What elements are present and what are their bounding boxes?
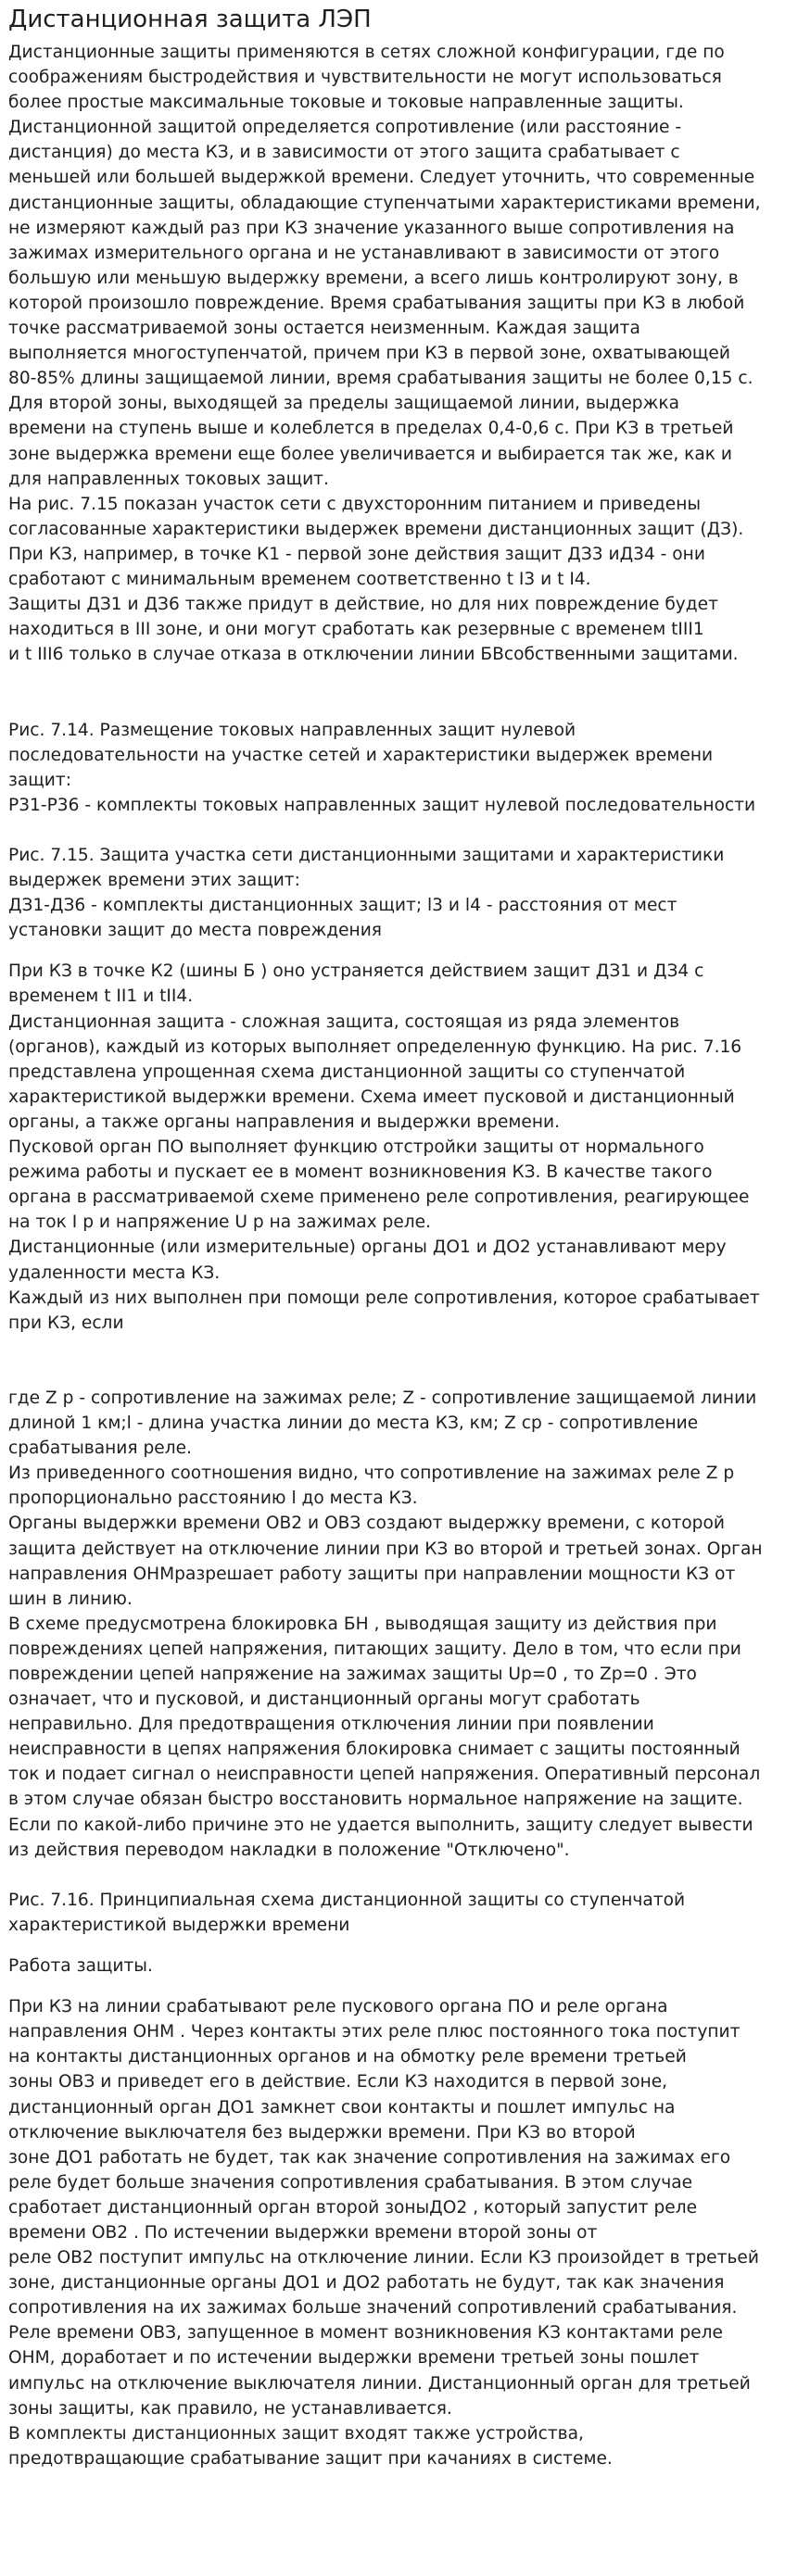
text-line: импульс на отключение выключателя линии. Дистанционный орган для третьей (8, 2373, 751, 2394)
text-line: не измеряют каждый раз при КЗ значение указанного выше сопротивления на (8, 218, 735, 238)
text-line: Защиты ДЗ1 и ДЗ6 также придут в действие, но для них повреждение будет (8, 595, 718, 615)
text-line: и t III6 только в случае отказа в отключении линии БВсобственными защитами. (8, 645, 739, 665)
text-line: зоне ДО1 работать не будет, так как значение сопротивления на зажимах его (8, 2147, 731, 2168)
text-line: органы, а также органы направления и выдержки времени. (8, 1112, 560, 1132)
text-line: В схеме предусмотрена блокировка БН , выводящая защиту из действия при (8, 1614, 717, 1634)
text-line: времени на ступень выше и колеблется в пределах 0,4-0,6 с. При КЗ в третьей (8, 419, 734, 439)
text-line: временем t II1 и tII4. (8, 986, 194, 1007)
text-line: при КЗ, если (8, 1313, 124, 1333)
text-line: В комплекты дистанционных защит входят также устройства, (8, 2423, 584, 2444)
text-line: длиной 1 км;l - длина участка линии до места КЗ, км; Z ср - сопротивление (8, 1414, 699, 1434)
text-line: зоне, дистанционные органы ДО1 и ДО2 работать не будут, так как значения (8, 2273, 725, 2293)
text-line: Органы выдержки времени ОВ2 и ОВЗ создают выдержку времени, с которой (8, 1514, 725, 1534)
text-line: зоны ОВЗ и приведет его в действие. Если КЗ находится в первой зоне, (8, 2072, 668, 2092)
text-line: направления ОНМ . Через контакты этих реле плюс постоянного тока поступит (8, 2022, 741, 2042)
text-line: срабатывания реле. (8, 1439, 192, 1459)
text-line: (органов), каждый из которых выполняет определенную функцию. На рис. 7.16 (8, 1037, 742, 1057)
text-line: неисправности в цепях напряжения блокировка снимает с защиты постоянный (8, 1740, 741, 1760)
text-line: Дистанционные защиты применяются в сетях сложной конфигурации, где по (8, 43, 725, 62)
text-line: находиться в III зоне, и они могут сработать как резервные с временем tIII1 (8, 620, 704, 640)
text-line: Дистанционной защитой определяется сопротивление (или расстояние - (8, 118, 682, 138)
text-line: органа в рассматриваемой схеме применено реле сопротивления, реагирующее (8, 1187, 750, 1208)
text-line: предотвращающие срабатывание защит при качаниях в системе. (8, 2448, 613, 2469)
text-line: повреждении цепей напряжение на зажимах защиты Uр=0 , то Zр=0 . Это (8, 1665, 697, 1684)
text-line: сработают с минимальным временем соответственно t I3 и t I4. (8, 569, 591, 589)
text-line: где Z р - сопротивление на зажимах реле; Z - сопротивление защищаемой линии (8, 1388, 757, 1408)
text-line: повреждениях цепей напряжения, питающих защиту. Дело в том, что если при (8, 1639, 741, 1659)
text-line: точке рассматриваемой зоны остается неизменным. Каждая защита (8, 319, 640, 339)
text-line: более простые максимальные токовые и токовые направленные защиты. (8, 93, 684, 113)
text-line: дистанционный орган ДО1 замкнет свои контакты и пошлет импульс на (8, 2097, 676, 2117)
text-block (8, 40, 777, 943)
blank-line (8, 1863, 777, 1888)
text-line: согласованные характеристики выдержек времени дистанционных защит (ДЗ). (8, 519, 744, 539)
text-block (8, 1954, 777, 1979)
text-line: режима работы и пускает ее в момент возникновения КЗ. В качестве такого (8, 1162, 713, 1183)
text-line: При КЗ на линии срабатывают реле пускового органа ПО и реле органа (8, 1997, 668, 2017)
text-line: Дистанционная защита - сложная защита, состоящая из ряда элементов (8, 1012, 680, 1032)
text-line: На рис. 7.15 показан участок сети с двухсторонним питанием и приведены (8, 494, 702, 514)
text-line: выдержек времени этих защит: (8, 871, 300, 891)
text-line: установки защит до места повреждения (8, 921, 382, 941)
text-line: характеристикой выдержки времени. Схема имеет пусковой и дистанционный (8, 1087, 735, 1107)
text-line: большую или меньшую выдержку времени, а всего лишь контролируют зону, в (8, 268, 739, 288)
text-line: которой произошло повреждение. Время срабатывания защиты при КЗ в любой (8, 293, 745, 313)
text-line: Дистанционные (или измерительные) органы ДО1 и ДО2 устанавливают меру (8, 1238, 727, 1258)
blank-line (8, 692, 777, 717)
text-line: Рис. 7.14. Размещение токовых направленных защит нулевой (8, 720, 576, 740)
text-block (8, 959, 777, 1938)
text-line: в этом случае обязан быстро восстановить нормальное напряжение на защите. (8, 1790, 743, 1810)
text-line: дистанционные защиты, обладающие ступенчатыми характеристиками времени, (8, 193, 761, 213)
text-line: Рис. 7.15. Защита участка сети дистанционными защитами и характеристики (8, 846, 725, 865)
text-line: дистанция) до места КЗ, и в зависимости от этого защита срабатывает с (8, 143, 680, 163)
text-line: сработает дистанционный орган второй зоныДО2 , который запустит реле (8, 2197, 698, 2218)
text-line: 80-85% длины защищаемой линии, время срабатывания защиты не более 0,15 с. (8, 369, 753, 389)
text-line: для направленных токовых защит. (8, 469, 329, 489)
text-line: меньшей или большей выдержкой времени. Следует уточнить, что современные (8, 168, 755, 188)
text-line: зажимах измерительного органа и не устанавливают в зависимости от этого (8, 243, 720, 263)
text-line: Работа защиты. (8, 1956, 153, 1977)
text-line: зоне выдержка времени еще более увеличивается и выбирается так же, как и (8, 444, 733, 464)
blank-line (8, 667, 777, 692)
article-body (8, 40, 777, 2471)
text-line: означает, что и пусковой, и дистанционный органы могут сработать (8, 1690, 640, 1710)
text-line: защита действует на отключение линии при КЗ во второй и третьей зонах. Орган (8, 1539, 763, 1559)
text-line: защит: (8, 770, 71, 790)
text-line: реле будет больше значения сопротивления срабатывания. В этом случае (8, 2172, 693, 2193)
text-line: последовательности на участке сетей и характеристики выдержек времени (8, 745, 714, 765)
text-line: неправильно. Для предотвращения отключения линии при появлении (8, 1715, 654, 1735)
text-line: пропорционально расстоянию l до места КЗ. (8, 1489, 418, 1509)
text-line: времени ОВ2 . По истечении выдержки времени второй зоны от (8, 2222, 598, 2243)
text-line: Рис. 7.16. Принципиальная схема дистанционной защиты со ступенчатой (8, 1890, 686, 1910)
text-block (8, 1994, 777, 2471)
text-line: на ток I р и напряжение U р на зажимах реле. (8, 1213, 432, 1233)
text-line: ДЗ1-ДЗ6 - комплекты дистанционных защит; l3 и l4 - расстояния от мест (8, 896, 677, 916)
text-line: представлена упрощенная схема дистанционной защиты со ступенчатой (8, 1062, 686, 1082)
blank-line (8, 1336, 777, 1361)
text-line: Р31-Р36 - комплекты токовых направленных защит нулевой последовательности (8, 795, 756, 815)
text-line: направления ОНМразрешает работу защиты при направлении мощности КЗ от (8, 1564, 736, 1584)
text-line: на контакты дистанционных органов и на обмотку реле времени третьей (8, 2047, 687, 2067)
blank-line (8, 818, 777, 843)
text-line: соображениям быстродействия и чувствительности не могут использоваться (8, 68, 722, 88)
text-line: выполняется многоступенчатой, причем при КЗ в первой зоне, охватывающей (8, 344, 730, 364)
text-line: Пусковой орган ПО выполняет функцию отстройки защиты от нормального (8, 1137, 704, 1158)
text-line: При КЗ в точке К2 (шины Б ) оно устраняется действием защит ДЗ1 и ДЗ4 с (8, 961, 704, 982)
text-line: ОНМ, доработает и по истечении выдержки времени третьей зоны пошлет (8, 2348, 700, 2369)
text-line: Для второй зоны, выходящей за пределы защищаемой линии, выдержка (8, 394, 679, 414)
blank-line (8, 1361, 777, 1386)
text-line: из действия переводом накладки в положение "Отключено". (8, 1840, 570, 1860)
text-line: сопротивления на их зажимах больше значений сопротивлений срабатывания. (8, 2298, 738, 2318)
text-line: ток и подает сигнал о неисправности цепей напряжения. Оперативный персонал (8, 1765, 761, 1785)
text-line: реле ОВ2 поступит импульс на отключение линии. Если КЗ произойдет в третьей (8, 2248, 759, 2268)
text-line: шин в линию. (8, 1589, 133, 1609)
text-line: Реле времени ОВЗ, запущенное в момент возникновения КЗ контактами реле (8, 2323, 723, 2344)
text-line: Каждый из них выполнен при помощи реле сопротивления, которое срабатывает (8, 1288, 760, 1308)
text-line: При КЗ, например, в точке К1 - первой зоне действия защит ДЗ3 иД34 - они (8, 544, 705, 564)
text-line: характеристикой выдержки времени (8, 1915, 350, 1935)
text-line: удаленности места КЗ. (8, 1263, 221, 1283)
text-line: зоны защиты, как правило, не устанавливается. (8, 2398, 452, 2419)
page-title: Дистанционная защита ЛЭП (8, 6, 372, 33)
text-line: Из приведенного соотношения видно, что сопротивление на зажимах реле Z р (8, 1464, 735, 1484)
text-line: Если по какой-либо причине это не удается выполнить, защиту следует вывести (8, 1815, 753, 1835)
text-line: отключение выключателя без выдержки времени. При КЗ во второй (8, 2122, 636, 2142)
